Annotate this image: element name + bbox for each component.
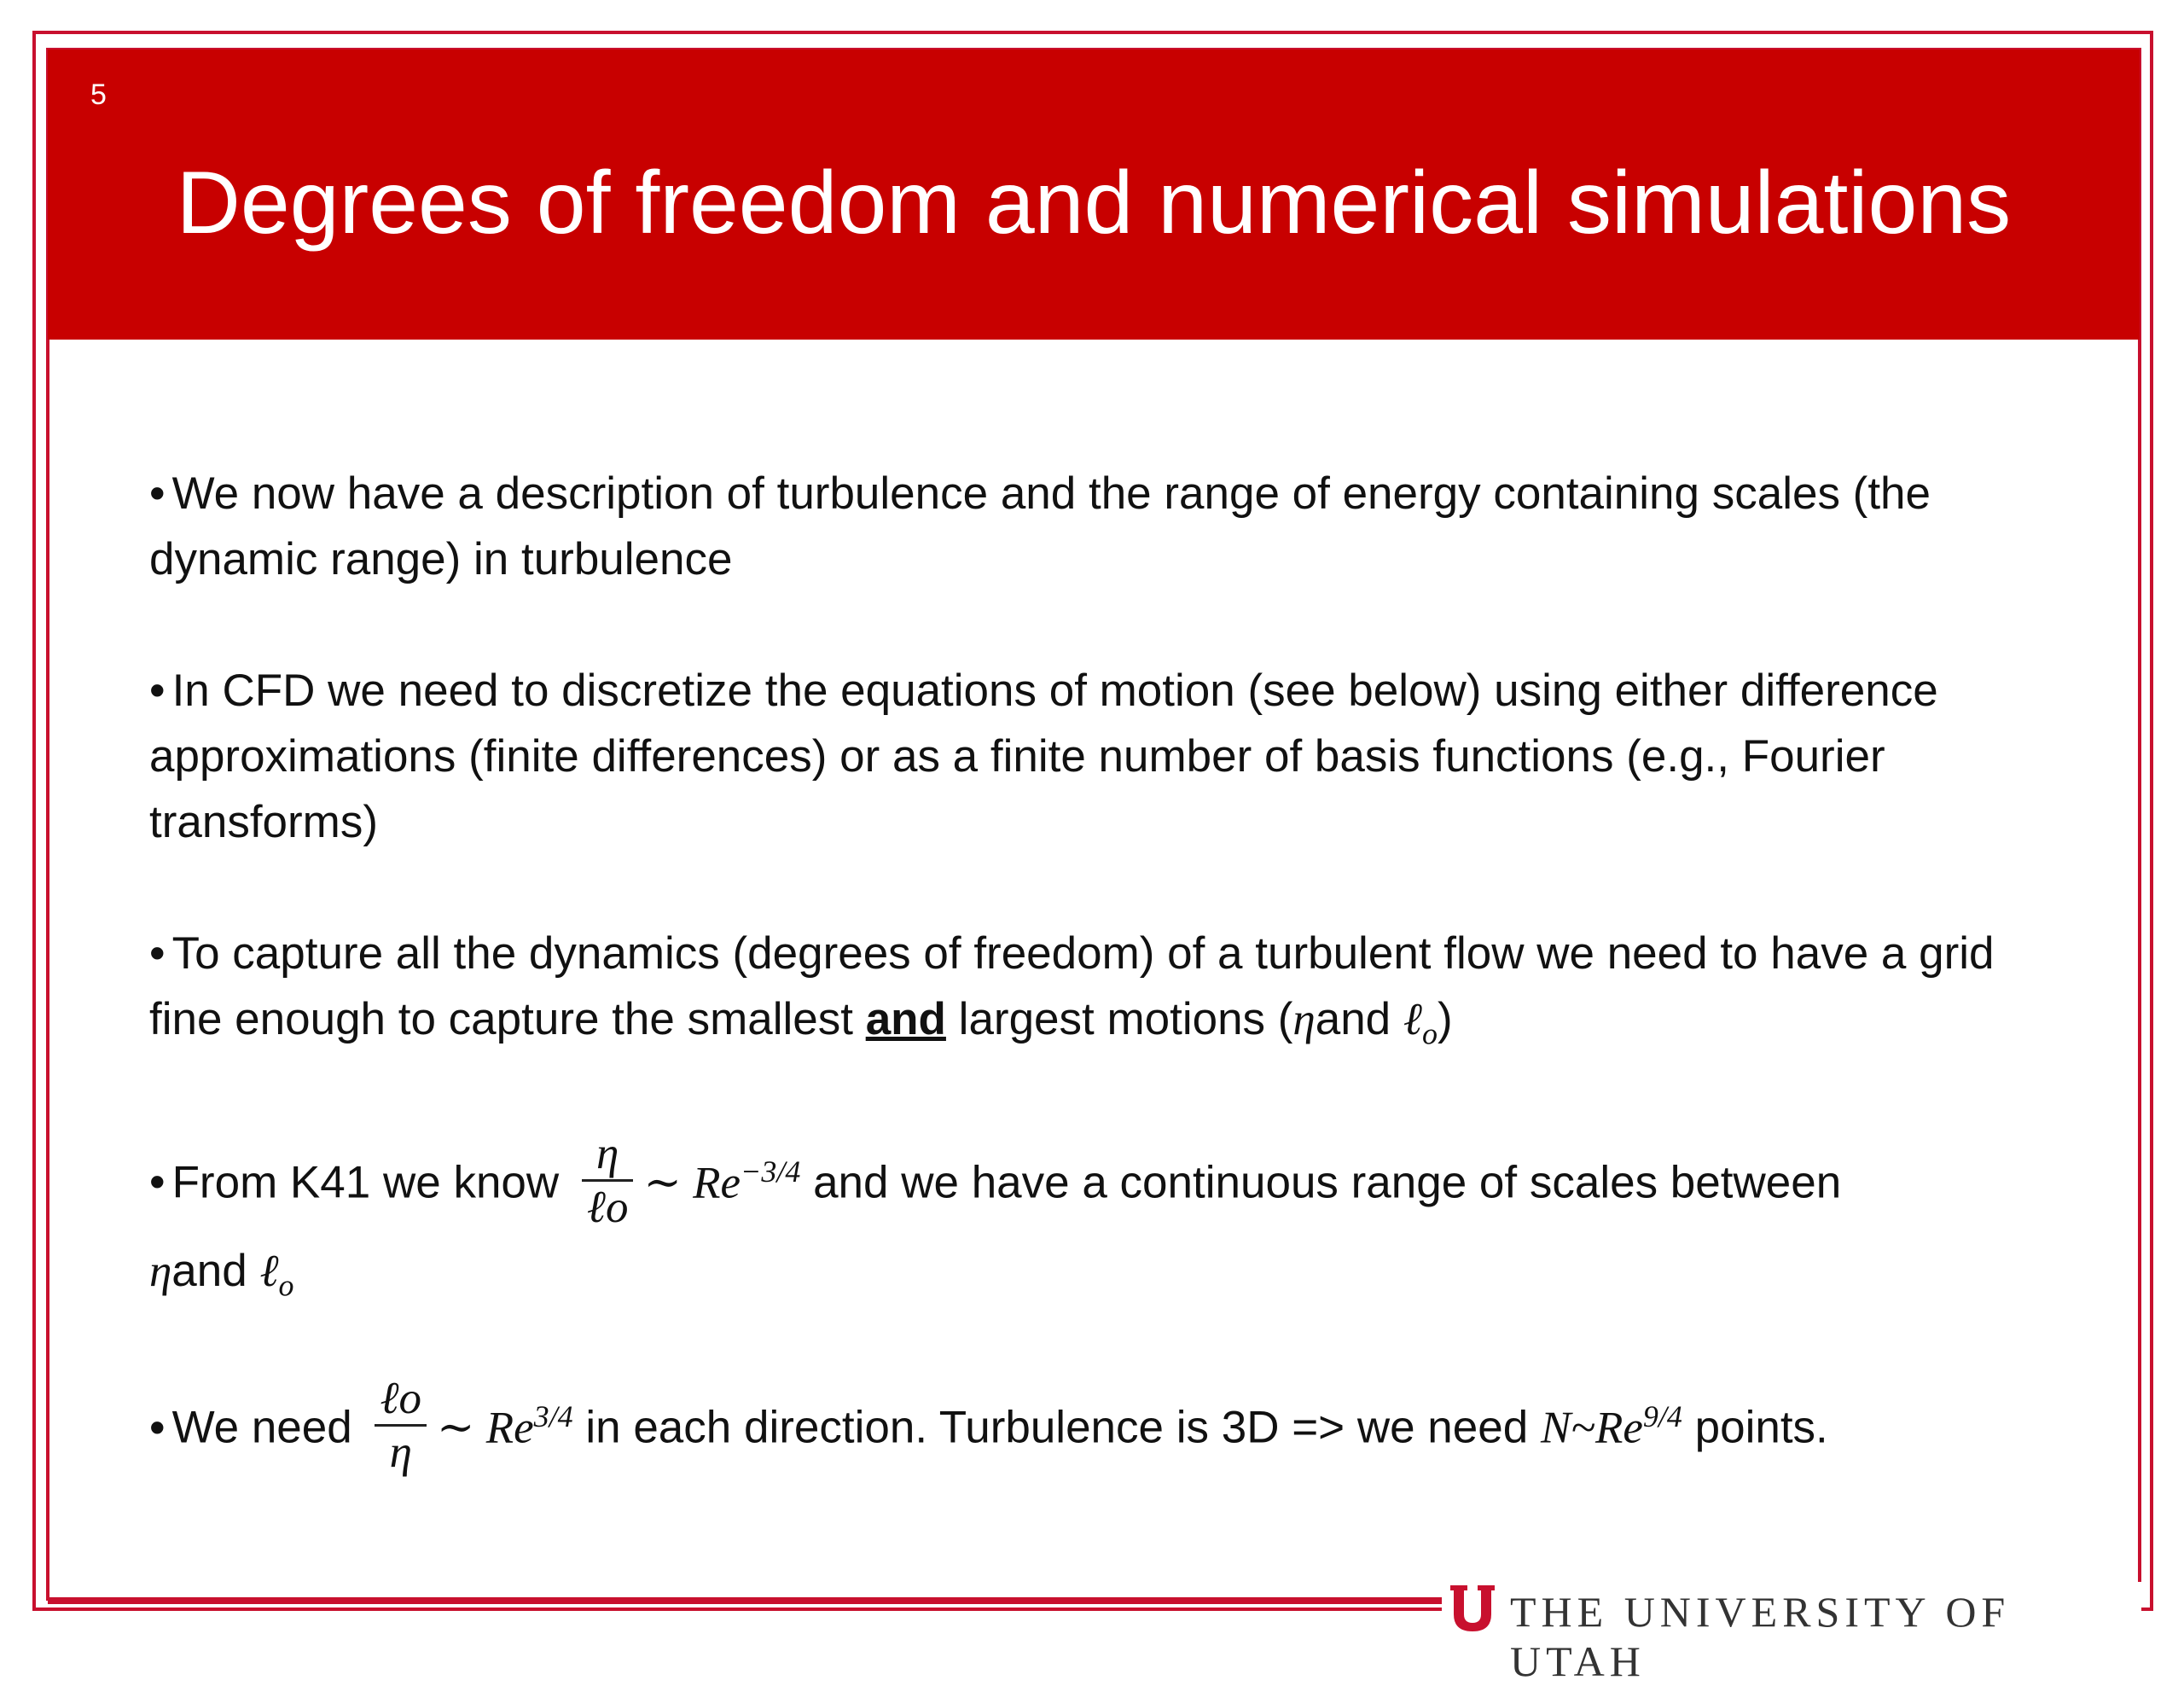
bullet-4-text: From K41 we know <box>171 1157 560 1208</box>
fraction-numerator: ℓo <box>375 1373 427 1427</box>
fraction-numerator: η <box>582 1128 634 1182</box>
bullet-dot: • <box>149 928 166 979</box>
fraction-denominator: η <box>389 1427 412 1478</box>
bullet-4-and: and <box>171 1245 260 1296</box>
l-subscript: o <box>1421 1016 1438 1051</box>
bullet-2 <box>149 658 2077 855</box>
bullet-3-and: and <box>1315 994 1403 1044</box>
bullet-dot: • <box>149 1157 166 1208</box>
l-symbol: ℓ <box>259 1246 279 1296</box>
block-u-icon <box>1449 1584 1496 1633</box>
bullet-1-text: We now have a description of turbulence and the range of energy containing scales (the dynamic range) in turbulence <box>149 468 1931 584</box>
fraction-eta-over-l <box>582 1128 634 1233</box>
fraction-l-over-eta <box>375 1373 427 1478</box>
eta-symbol: η <box>1292 995 1316 1044</box>
bullet-3-end: ) <box>1437 994 1453 1044</box>
bullet-2-text: In CFD we need to discretize the equations of motion (see below) using either difference approximations (finite differences) or as a finite number of basis functions (e.g., Fourier transforms) <box>149 666 1938 847</box>
reynolds-exponent: −3/4 <box>741 1154 801 1189</box>
n-reynolds: N~Re <box>1540 1403 1643 1453</box>
slide-body <box>149 461 2077 1549</box>
bullet-1 <box>149 461 2077 592</box>
bullet-5-text: We need <box>171 1402 352 1453</box>
bullet-3-emphasis: and <box>865 994 946 1044</box>
reynolds-relation: ∼ Re <box>437 1403 534 1453</box>
title-banner <box>48 49 2140 340</box>
slide-number: 5 <box>90 78 107 111</box>
bullet-5-text-mid: in each direction. Turbulence is 3D => we need <box>585 1402 1541 1453</box>
bullet-4-text-post: and we have a continuous range of scales between <box>813 1157 1842 1208</box>
reynolds-exponent: 3/4 <box>533 1399 573 1434</box>
bullet-4 <box>149 1128 2077 1319</box>
slide-title: Degrees of freedom and numerical simulations <box>176 154 2012 253</box>
l-subscript: o <box>278 1268 294 1303</box>
university-name: THE UNIVERSITY OF UTAH <box>1510 1588 2011 1685</box>
fraction-denominator: ℓo <box>586 1182 629 1232</box>
bullet-3-text-mid: largest motions ( <box>945 994 1293 1044</box>
footer-rule <box>48 1601 1447 1604</box>
reynolds-relation: ∼ Re <box>643 1158 741 1208</box>
bullet-dot: • <box>149 666 166 716</box>
bullet-dot: • <box>149 468 166 519</box>
bullet-dot: • <box>149 1402 166 1453</box>
bullet-3 <box>149 921 2077 1067</box>
n-exponent: 9/4 <box>1642 1399 1682 1434</box>
bullet-3-text: To capture all the dynamics (degrees of freedom) of a turbulent flow we need to have a grid fine enough to capture the smallest <box>149 928 1995 1044</box>
eta-symbol: η <box>149 1246 172 1296</box>
bullet-5-text-post: points. <box>1682 1402 1828 1453</box>
university-logo <box>1442 1582 2141 1685</box>
bullet-5 <box>149 1374 2077 1483</box>
l-symbol: ℓ <box>1403 995 1422 1044</box>
